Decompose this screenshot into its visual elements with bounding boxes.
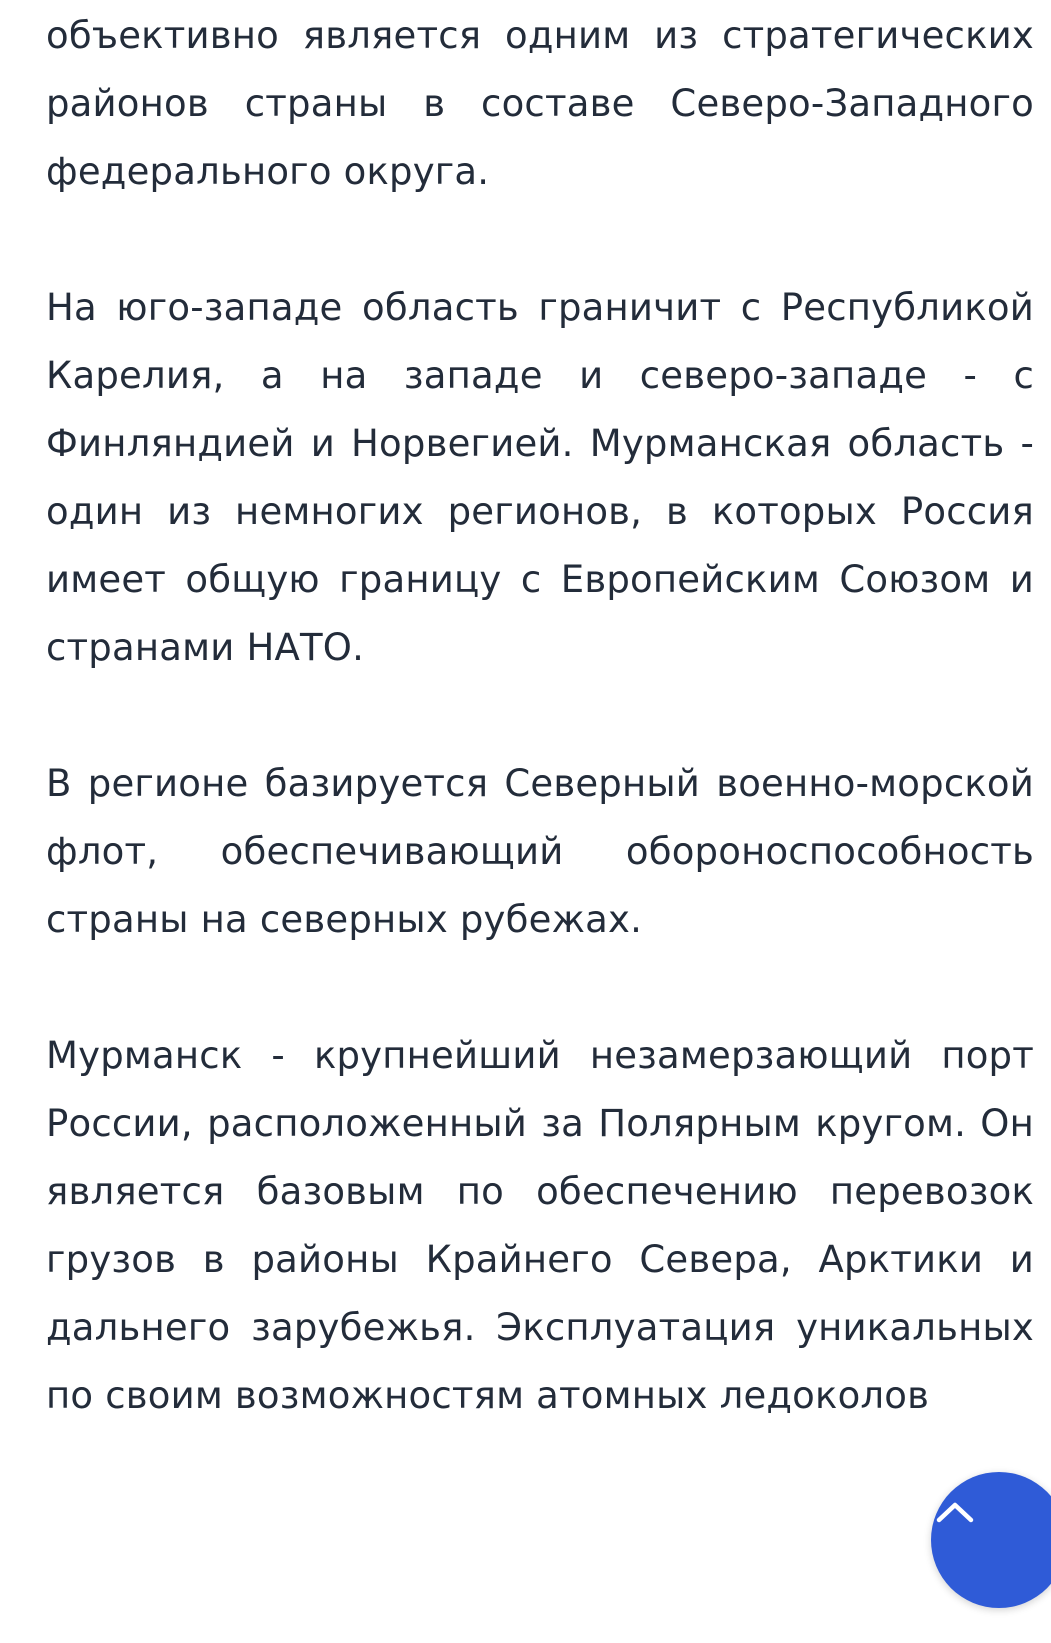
scroll-to-top-button[interactable] bbox=[931, 1472, 1051, 1608]
article-paragraph: Мурманск - крупнейший незамерзающий порт России, расположенный за Полярным кругом. Он является базовым по обеспечению перевозок грузов в районы Крайнего Севера, Арктики и дальнего зарубежья. Эксплуатация уникальных по своим возможностям атомных ледоколов bbox=[46, 1034, 1034, 1417]
article-body bbox=[46, 0, 1034, 1430]
article-paragraph: В регионе базируется Северный военно-морской флот, обеспечивающий обороноспособность страны на северных рубежах. bbox=[46, 762, 1034, 941]
article-paragraph: На юго-западе область граничит с Республикой Карелия, а на западе и северо-западе - с Финляндией и Норвегией. Мурманская область - один из немногих регионов, в которых Россия имеет общую границу с Европейским Союзом и странами НАТО. bbox=[46, 286, 1034, 669]
article-paragraph: объективно является одним из стратегических районов страны в составе Северо-Западного федерального округа. bbox=[46, 14, 1034, 193]
